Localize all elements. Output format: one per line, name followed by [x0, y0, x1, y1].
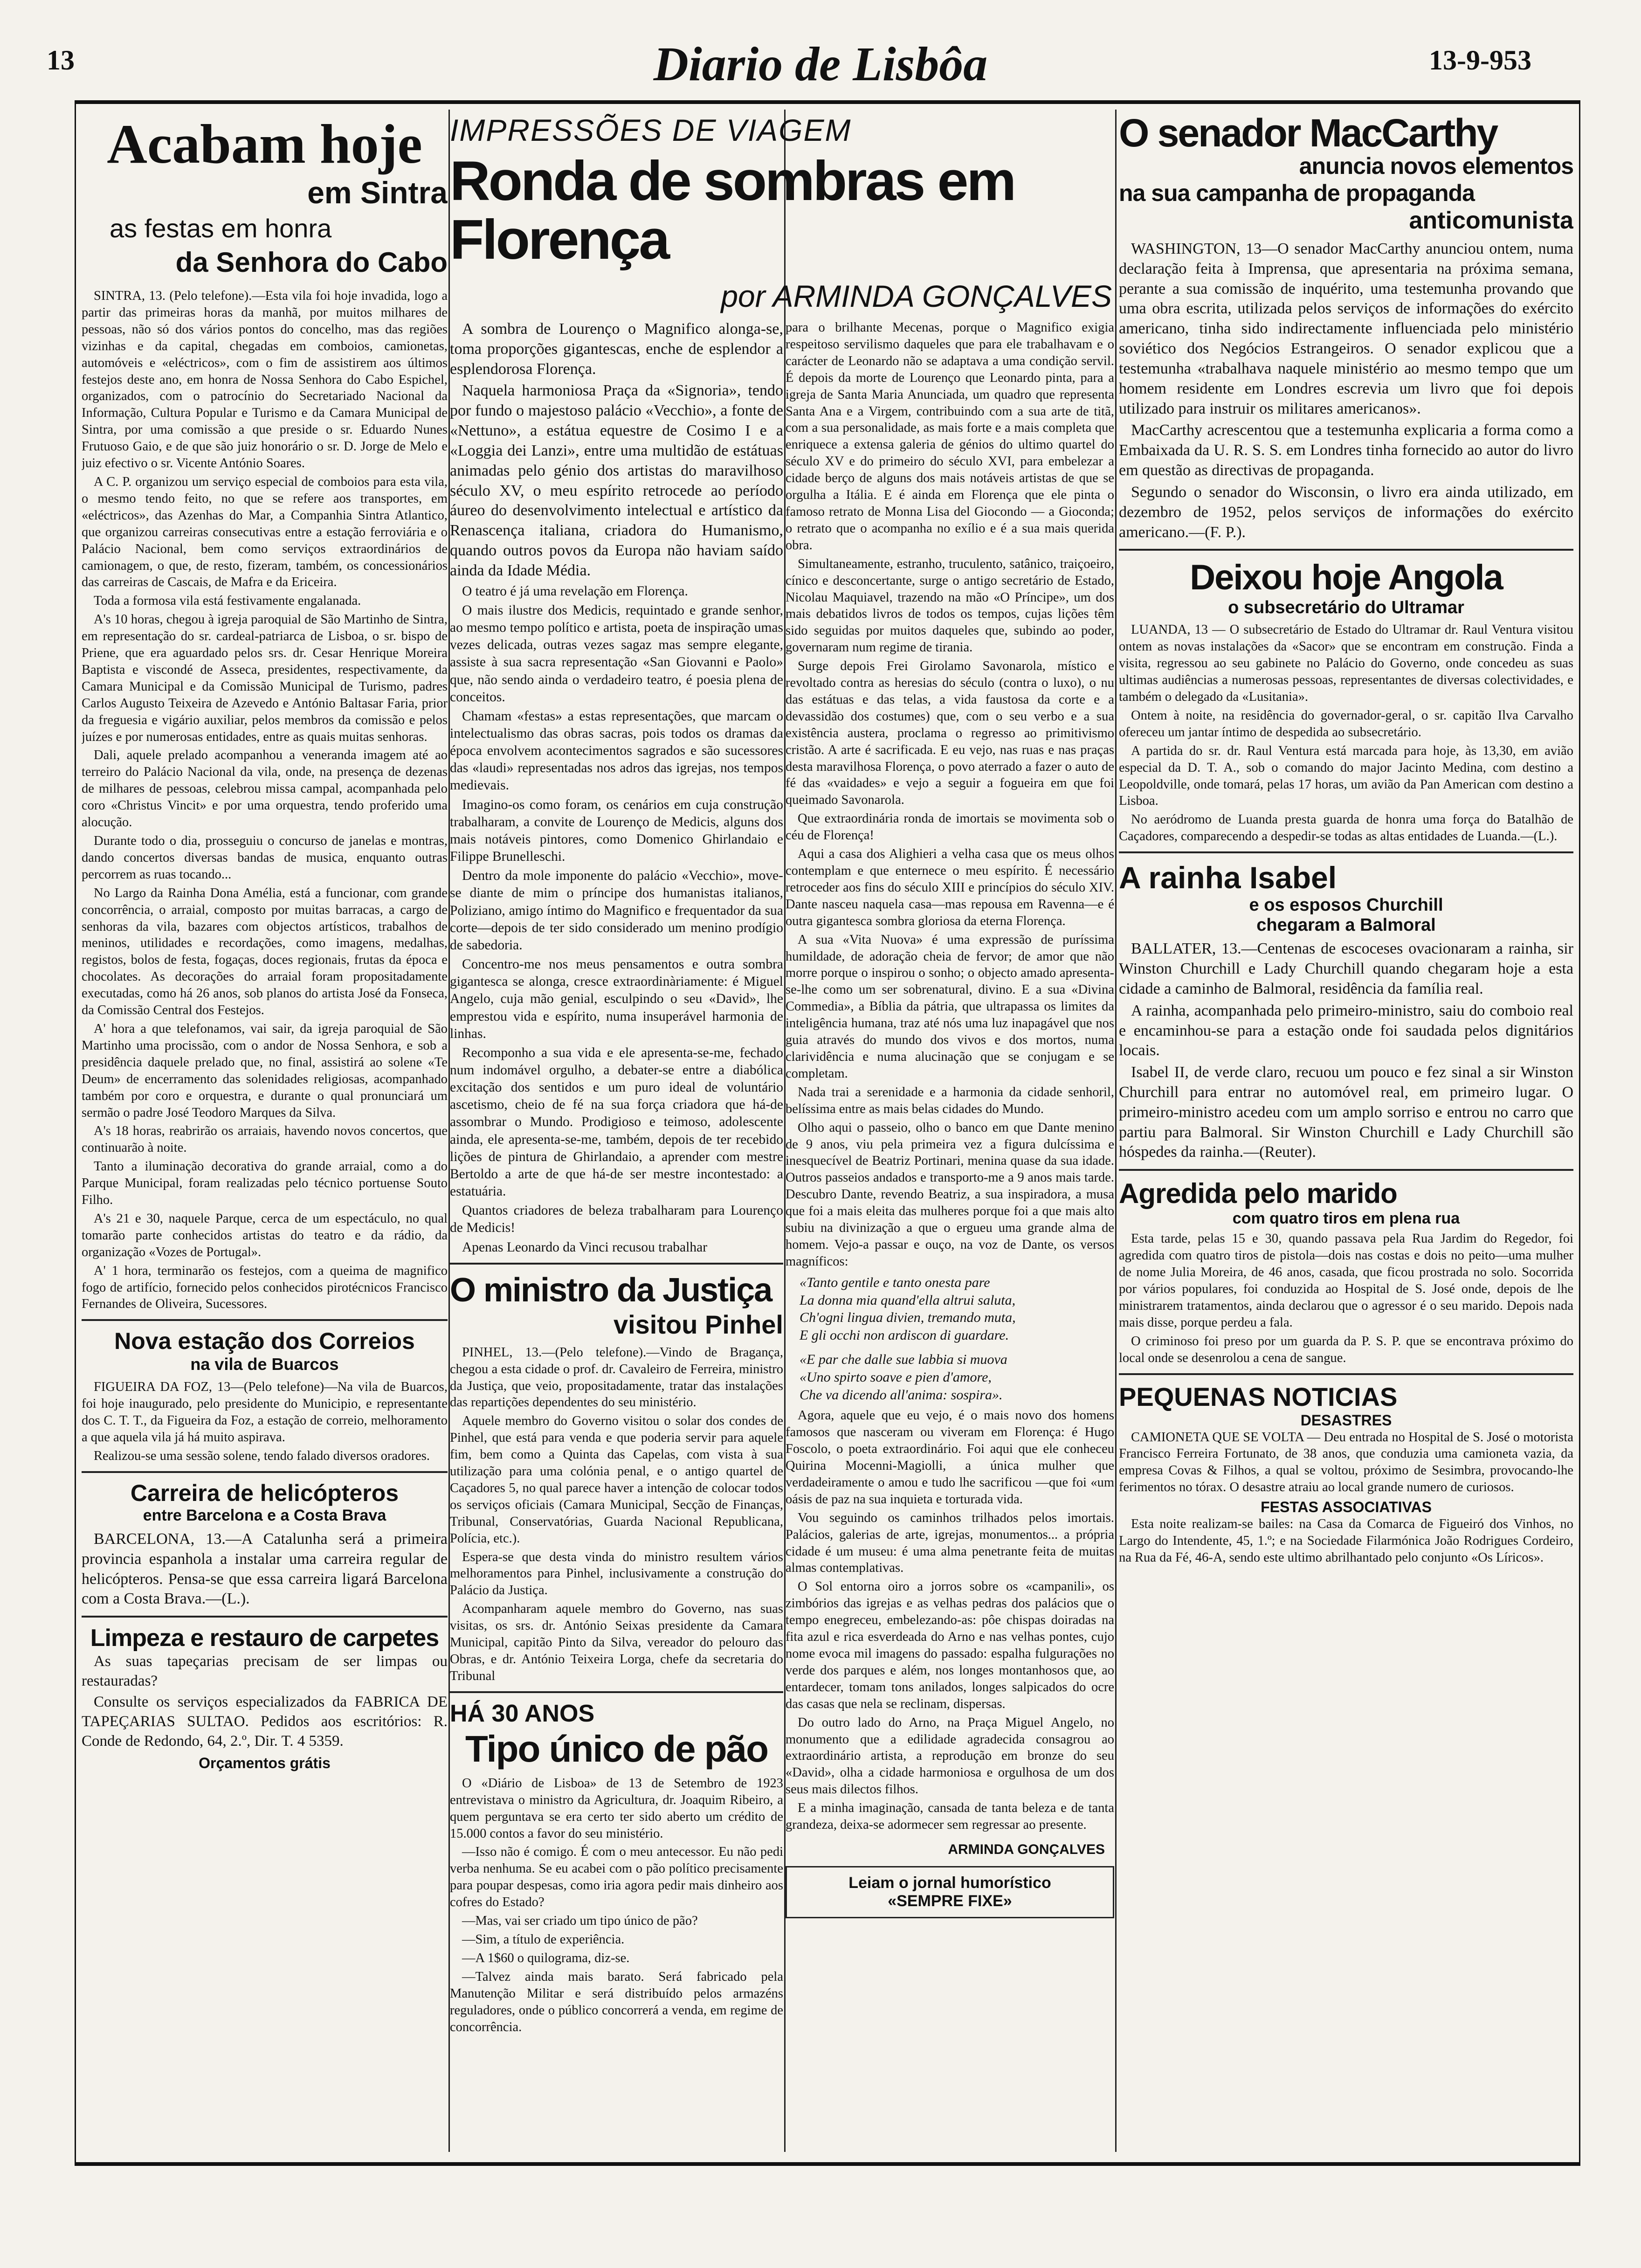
heli-headline: Carreira de helicópteros: [130, 1480, 399, 1506]
florenca-paragraph: Dentro da mole imponente do palácio «Vecchio», move-se diante de mim o príncipe dos humanistas italianos, Poliziano, amigo íntimo do Magnifico e frequentador da sua corte—depois de ter sido considerado um menino prodígio de sabedoria.: [450, 868, 783, 953]
angola-subheadline: o subsecretário do Ultramar: [1228, 598, 1464, 618]
poem-line: E gli occhi non ardiscon di guardare.: [800, 1328, 1009, 1343]
ministro-subheadline: visitou Pinhel: [613, 1309, 783, 1339]
sintra-paragraph: A' 1 hora, terminarão os festejos, com a queima de magnifico fogo de artifício, fornecido pelos conhecidos pirotécnicos Francisco Fernandes de Oliveira, Sucessores.: [82, 1263, 448, 1312]
ministro-paragraph: PINHEL, 13.—(Pelo telefone).—Vindo de Bragança, chegou a esta cidade o prof. dr. Cavaleiro de Ferreira, ministro da Justiça, que veio, propositadamente, tratar das instalações das repartições dependentes do seu ministério.: [450, 1345, 783, 1410]
sempre-fixe-box: [786, 1866, 1114, 1918]
festas-headline: FESTAS ASSOCIATIVAS: [1261, 1499, 1432, 1516]
ha30-kicker: HÁ 30 ANOS: [450, 1700, 595, 1727]
rainha-paragraph: Isabel II, de verde claro, recuou um pouco e fez sinal a sir Winston Churchill para entrar no automóvel real, em primeiro lugar. O primeiro-ministro acedeu com um amplo sorriso e entrou no carro que partiu para Balmoral. Sir Winston Churchill e Lady Churchill são hóspedes da rainha.—(Reuter).: [1119, 1064, 1573, 1161]
divider: [82, 1319, 448, 1321]
florenca-paragraph: Chamam «festas» a estas representações, que marcam o intelectualismo das obras sacras, pois todos os dramas da época envolvem acontecimentos sagrados e são sucessores das «laudi» representadas nos adros das igrejas, nos tempos medievais.: [450, 708, 783, 793]
florenca-paragraph: Imagino-os como foram, os cenários em cuja construção trabalharam, a convite de Lourenço de Medicis, alguns dos mais notáveis pintores, como Domenico Ghirlandaio e Filippe Brunelleschi.: [450, 797, 783, 864]
mccarthy-paragraph: Segundo o senador do Wisconsin, o livro era ainda utilizado, em dezembro de 1952, pelos serviços de informações do exército americano.—(F. P.).: [1119, 483, 1573, 541]
poem-line: «Uno spirto soave e pien d'amore,: [800, 1369, 992, 1385]
agredida-headline: Agredida pelo marido: [1119, 1178, 1397, 1210]
agredida-subheadline: com quatro tiros em plena rua: [1232, 1210, 1460, 1228]
ha30-paragraph: —Talvez ainda mais barato. Será fabricado pela Manutenção Militar e será distribuído pelos armazéns reguladores, onde o público concorrerá a venda, em regime de concorrência.: [450, 1969, 783, 2034]
heli-article: [82, 1480, 448, 1609]
divider: [1119, 851, 1573, 853]
florenca-paragraph: Olho aqui o passeio, olho o banco em que Dante menino de 9 anos, viu pela primeira vez a figura dulcíssima e inesquecível de Beatriz Portinari, menina quase da sua idade. Outros passeios andados e transporto-me a 9 anos mais tarde. Descubro Dante, revendo Beatriz, a sua inspiradora, a musa que foi a mais eleita das mulheres porque foi a que mais alto subiu na divinização a que o ergueu uma grande alma de homem. Vejo-a passar e ouço, na voz de Dante, os versos magníficos:: [786, 1120, 1114, 1269]
heli-paragraph: BARCELONA, 13.—A Catalunha será a primeira provincia espanhola a instalar uma carreira regular de helicópteros. Pensa-se que essa carreira ligará Barcelona com a Costa Brava.—(L.).: [82, 1530, 448, 1608]
florenca-paragraph: Surge depois Frei Girolamo Savonarola, místico e revoltado contra as heresias do século (contra o luxo), o nu das estátuas e das telas, a vida faustosa da corte e a devassidão dos costumes) que, com o seu verbo e a sua existência austera, proclama o regresso ao primitivismo cristão. A arte é sacrificada. E eu vejo, nas ruas e nas praças desta maravilhosa Florença, o povo aterrado a fazer o auto de fé das «vaidades» e vejo a seguir a fogueira em que foi queimado Savonarola.: [786, 659, 1114, 808]
mccarthy-headline: O senador MacCarthy: [1119, 111, 1497, 155]
sintra-paragraph: No Largo da Rainha Dona Amélia, está a funcionar, com grande concorrência, o arraial, composto por muitas barracas, a cargo de senhoras da vila, bazares com objectos artísticos, trabalhos de meninos, utilidades e recordações, como imagens, medalhas, registos, bolos de festa, fogaças, doces regionais, frutas da época e chocolates. As decorações do arraial foram propositadamente executadas, como há 26 anos, sob planos do artista José da Fonseca, da Comissão Central dos Festejos.: [82, 885, 448, 1018]
ad-headline: Limpeza e restauro de carpetes: [90, 1625, 439, 1652]
festas-paragraph: Esta noite realizam-se bailes: na Casa da Comarca de Figueiró dos Vinhos, no Largo do Intendente, 45, 1.º; e na Sociedade Filarmónica João Rodrigues Cordeiro, na Rua da Fé, 46-A, sendo este ultimo abrilhantado pelo conjunto «Os Líricos».: [1119, 1517, 1573, 1565]
florenca-paragraph: Recomponho a sua vida e ele apresenta-se-me, fechado num indomável orgulho, a debater-se entre a diabólica excitação dos sentidos e um puro ideal de voluntário ascetismo, cheio de fé na sua força criadora que há-de assombrar o Mundo. Prodigioso e teimoso, adolescente ainda, ele apresenta-se-me, também, depois de ter recebido lições de pintura de Ghirlandaio, a aprender com mestre Bertoldo a arte de que há-de ser mestre incontestado: a estatuária.: [450, 1045, 783, 1199]
ministro-paragraph: Espera-se que desta vinda do ministro resultem vários melhoramentos para Pinhel, inclusivamente a construção do Palácio da Justiça.: [450, 1549, 783, 1598]
column-florenca-2: [786, 319, 1114, 2152]
newspaper-title: Diario de Lisbôa: [653, 37, 988, 91]
poem-line: La donna mia quand'ella altrui saluta,: [800, 1292, 1016, 1308]
sintra-subheadline: em Sintra: [307, 175, 448, 210]
rainha-paragraph: BALLATER, 13.—Centenas de escoceses ovacionaram a rainha, sir Winston Churchill e Lady Churchill quando chegaram hoje a esta cidade a caminho de Balmoral, residência da família real.: [1119, 940, 1573, 997]
dante-poem: [800, 1274, 1114, 1404]
ha30-paragraph: —Sim, a título de experiência.: [462, 1932, 625, 1947]
masthead: [0, 0, 1641, 100]
florenca-paragraph: A sua «Vita Nuova» é uma expressão de puríssima humildade, de adoração cheia de fervor; de amor que não morre porque o inspirou o sonho; o objecto amado apresenta-se-lhe como um ser sobrenatural, divino. E a sua «Divina Commedia», a Bíblia da pátria, que ultrapassa os limites da inteligência humana, traz até nós uma luz inapagável que nos guia através do mundo dos vivos e dos mortos, numa clarividência e numa alucinação que se conjugam e se completam.: [786, 932, 1114, 1081]
poem-line: Ch'ogni lingua divien, tremando muta,: [800, 1310, 1016, 1326]
rainha-article: [1119, 860, 1573, 1162]
ad-footer: Orçamentos grátis: [199, 1755, 331, 1772]
correios-paragraph: FIGUEIRA DA FOZ, 13—(Pelo telefone)—Na vila de Buarcos, foi hoje inaugurado, pelo presidente do Municipio, e representante dos C. T. T., da Figueira da Foz, a estação de correio, melhoramento a que aquela vila já há muito aspirava.: [82, 1380, 448, 1445]
sintra-paragraph: A' hora a que telefonamos, vai sair, da igreja paroquial de São Martinho uma procissão, com o andor de Nossa Senhora, e sob a presidência daquele prelado que, no final, assistirá ao solene «Te Deum» de encerramento das solenidades religiosas, acompanhado também por coro e orquestra, e durante o qual pronunciará um sermão o padre José Teodoro Marques da Silva.: [82, 1021, 448, 1120]
florenca-paragraph: O teatro é já uma revelação em Florença.: [462, 583, 688, 599]
sintra-paragraph: SINTRA, 13. (Pelo telefone).—Esta vila foi hoje invadida, logo a partir das primeiras horas da manhã, por muitos milhares de pessoas, não só dos vários pontos do concelho, mas das regiões vizinhas e da capital, chegadas em comboios, camionetas, automóveis e «eléctricos», com o fim de assistirem aos últimos festejos deste ano, em honra de Nossa Senhora do Cabo Espichel, organizados, com o patrocínio do Secretariado Nacional da Informação, Cultura Popular e Turismo e da Camara Municipal de Sintra, por uma comissão a que preside o sr. Eduardo Nunes Frutuoso Gaio, e de que são juiz honorário o sr. D. Jorge de Melo e juiz efectivo o sr. Vicente António Soares.: [82, 289, 448, 471]
pequenas-noticias: [1119, 1382, 1573, 1566]
angola-paragraph: A partida do sr. dr. Raul Ventura está marcada para hoje, às 13,30, em avião especial da D. T. A., sob o comando do major Jacinto Medina, com destino a Leopoldville, onde tomará, pelas 17 horas, um avião da Pan American com destino a Lisboa.: [1119, 743, 1573, 809]
rainha-subheadline: e os esposos Churchill: [1249, 895, 1443, 915]
column-rule: [1115, 110, 1117, 2152]
florenca-paragraph: O Sol entorna oiro a jorros sobre os «campanili», os zimbórios das igrejas e as velhas pedras dos palácios que o tempo enegreceu, embelezando-as: pôe chispas doiradas na fita azul e rica esverdeada do Arno e nas velhas pontes, cujo nome evoca mil imagens do passado: espalha fulgurações no verde dos parques e além, nos longes montanhosos que, ao entardecer, tomam tons anilados, longes salpicados do ocre das casas que nela se reclinam, dispersas.: [786, 1579, 1114, 1711]
sempre-fixe-title: «SEMPRE FIXE»: [888, 1892, 1012, 1910]
ha30-article: [450, 1700, 783, 2036]
florenca-paragraph: Naquela harmoniosa Praça da «Signoria», tendo por fundo o majestoso palácio «Vecchio», a fonte de «Nettuno», a estátua equestre de Cosimo I e a «Loggia dei Lanzi», entre uma multidão de estátuas animadas pelo génio dos artistas do maravilhoso século XV, o meu espírito retrocede ao período áureo do desenvolvimento intelectual e artístico da Renascença italiana, criadora do Humanismo, quando outros povos da Europa não haviam saído ainda da Idade Média.: [450, 382, 783, 579]
correios-article: [82, 1328, 448, 1465]
angola-headline: Deixou hoje Angola: [1190, 558, 1503, 598]
florenca-paragraph: Nada trai a serenidade e a harmonia da cidade senhoril, belíssima entre as mais belas cidades do Mundo.: [786, 1085, 1114, 1116]
sempre-fixe-line: Leiam o jornal humorístico: [848, 1874, 1051, 1892]
divider: [450, 1263, 783, 1265]
florenca-paragraph: Concentro-me nos meus pensamentos e outra sombra gigantesca se alonga, cresce extraordinàriamente: é Miguel Angelo, cuja mão genial, esculpindo o seu «David», lhe emprestou vida e espírito, numa insuperável harmonia de linhas.: [450, 957, 783, 1041]
agredida-article: [1119, 1177, 1573, 1366]
florenca-paragraph: O mais ilustre dos Medicis, requintado e grande senhor, ao mesmo tempo político e artista, poeta de inspiração umas vezes delicada, outras vezes sagaz mas sempre elegante, assiste à sua sacra representação «San Giovanni e Paolo» que, não sendo ainda o verdadeiro teatro, é poesia plena de conceitos.: [450, 602, 783, 705]
poem-line: «E par che dalle sue labbia si muova: [800, 1351, 1007, 1367]
florenca-paragraph: E a minha imaginação, cansada de tanta beleza e de tanta grandeza, deixa-se adormecer sem regressar ao presente.: [786, 1801, 1114, 1832]
pequenas-headline: PEQUENAS NOTICIAS: [1119, 1382, 1398, 1411]
florenca-paragraph: para o brilhante Mecenas, porque o Magnifico exigia respeitoso servilismo daqueles que para ele trabalhavam e o carácter de Leonardo não se adaptava a uma condição servil. É depois da morte de Lourenço que Leonardo pinta, para a igreja de Santa Maria Anunciada, um quadro que representa Santa Ana e a Virgem, contribuindo com a sua arte de titã, com a sua personalidade, as mais forte e a mais completa que enriquece a extensa galeria de génios do ultimo quartel do século XV e do primeiro do século XVI, para embelezar a cidade berço de alguns dos mais notáveis artistas de que se orgulha a Itália. E é ainda em Florença que ele pinta o famoso retrato de Monna Lisa del Giocondo — a Gioconda; o retrato que o acompanha no exílio e é a sua mais querida obra.: [786, 320, 1114, 553]
agredida-paragraph: O criminoso foi preso por um guarda da P. S. P. que se encontrava próximo do local onde se desenrolou a cena de sangue.: [1119, 1334, 1573, 1365]
divider: [1119, 1169, 1573, 1171]
ministro-headline: O ministro da Justiça: [450, 1271, 772, 1309]
divider: [82, 1616, 448, 1618]
ha30-paragraph: —Mas, vai ser criado um tipo único de pão?: [462, 1914, 698, 1929]
ad-text: Consulte os serviços especializados da FABRICA DE TAPEÇARIAS SULTAO. Pedidos aos escritórios: R. Conde de Redondo, 64, 2.º, Dir. T. 4 5359.: [82, 1694, 448, 1749]
ministro-paragraph: Aquele membro do Governo visitou o solar dos condes de Pinhel, que está para venda e que poderia servir para aquele fim, bem como a Quinta das Capelas, com vista à sua utilização para uma colónia penal, e o antigo quartel de Caçadores 5, no qual parece haver a intenção de colocar todos os serviços oficiais (Camara Municipal, Secção de Finanças, Tribunal, Conservatórias, Guarda Nacional Republicana, Polícia, etc.).: [450, 1414, 783, 1546]
rainha-paragraph: A rainha, acompanhada pelo primeiro-ministro, saiu do comboio real e encaminhou-se para a estação onde foi saudada pelos dignitários locais.: [1119, 1002, 1573, 1059]
page-number: 13: [47, 45, 75, 76]
florenca-paragraph: Aqui a casa dos Alighieri a velha casa que os meus olhos contemplam e que enternece o meu espírito. É necessário retroceder aos fins do século XIII e princípios do século XIV. Dante nasceu naquela casa—mas repousa em Ravenna—e é outra gigantesca sombra gloriosa da eterna Florença.: [786, 847, 1114, 928]
pequenas-paragraph: CAMIONETA QUE SE VOLTA — Deu entrada no Hospital de S. José o motorista Francisco Ferreira Fortunato, de 38 anos, que conduzia uma camioneta vazia, da empresa Covas & Filhos, a qual se voltou, próximo de Sesimbra, provocando-lhe ferimentos no tórax. O desastre atraiu ao local grande numero de curiosos.: [1119, 1430, 1573, 1495]
poem-line: Che va dicendo all'anima: sospira».: [800, 1387, 1003, 1403]
correios-headline: Nova estação dos Correios: [114, 1328, 415, 1355]
florenca-paragraph: Vou seguindo os caminhos trilhados pelos imortais. Palácios, galerias de arte, igrejas, monumentos... a própria cidade é um museu: é uma alma penetrante feita de muitas almas contemplativas.: [786, 1510, 1114, 1576]
mccarthy-subheadline: anticomunista: [1409, 207, 1573, 234]
column-florenca-1: [450, 319, 783, 2152]
pequenas-subheadline: DESASTRES: [1300, 1411, 1392, 1429]
sintra-paragraph: A C. P. organizou um serviço especial de comboios para esta vila, o mesmo tendo feito, no que se refere aos transportes, em «eléctricos», das Azenhas do Mar, a Companhia Sintra Atlantico, que organizou carreiras consecutivas entre a estação ferroviária e o Palácio Nacional, bem como serviços extraordinários de camionagem, o que, de resto, fizeram, também, os concessionários das carreiras de Cascais, de Mafra e da Ericeira.: [82, 474, 448, 590]
ad-text: As suas tapeçarias precisam de ser limpas ou restauradas?: [82, 1653, 448, 1689]
sintra-paragraph: A's 21 e 30, naquele Parque, cerca de um espectáculo, no qual tomarão parte conhecidos artistas do teatro e da rádio, da organização «Vozes de Portugal».: [82, 1211, 448, 1259]
issue-date: 13-9-953: [1429, 45, 1531, 76]
florenca-headline: Ronda de sombras em Florença: [450, 150, 1015, 271]
mccarthy-subheadline: anuncia novos elementos: [1299, 153, 1573, 179]
mccarthy-paragraph: WASHINGTON, 13—O senador MacCarthy anunciou ontem, numa declaração feita à Imprensa, que apresentaria na próxima semana, perante a sua comissão de inquérito, uma testemunha provando que uma obra escrita, utilizada pelos serviços de informações do exército americano, tinha sido indirectamente influenciada pelo ministério soviético dos Negócios Estrangeiros. O senador explicou que a testemunha «trabalhava naquele ministério ao mesmo tempo que um homem residente em Londres escrevia um livro que foi depois utilizado para instruir os militares americanos».: [1119, 240, 1573, 417]
column-news: [1119, 110, 1573, 2152]
mccarthy-article: [1119, 113, 1573, 542]
florenca-paragraph: Agora, aquele que eu vejo, é o mais novo dos homens famosos que nasceram ou viveram em Florença: é Hugo Foscolo, o poeta extraordinário. Foi aqui que ele conheceu Quirina Mocenni-Magiolli, a única mulher que verdadeiramente o amou e tudo lhe sacrificou —que foi «um oásis de paz na sua inquieta e torturada vida.: [786, 1408, 1114, 1507]
correios-subheadline: na vila de Buarcos: [190, 1355, 339, 1374]
carpetes-ad: [82, 1624, 448, 1772]
sintra-subheadline-2: as festas em honra: [110, 214, 332, 243]
divider: [1119, 549, 1573, 551]
florenca-paragraph: Do outro lado do Arno, na Praça Miguel Angelo, no monumento que a edilidade agradecida consagrou ao extraordinário artista, a reprodução em bronze do seu «David», olha a cidade harmoniosa e orgulhosa de um dos seus mais dilectos filhos.: [786, 1715, 1114, 1797]
ha30-paragraph: O «Diário de Lisboa» de 13 de Setembro de 1923 entrevistava o ministro da Agricultura, dr. Joaquim Ribeiro, a quem perguntava se era certo ter sido aberto um crédito de 15.000 contos a favor do seu ministério.: [450, 1776, 783, 1841]
column-sintra: [82, 110, 448, 2152]
correios-paragraph: Realizou-se uma sessão solene, tendo falado diversos oradores.: [94, 1449, 430, 1463]
mccarthy-paragraph: MacCarthy acrescentou que a testemunha explicaria a forma como a Embaixada da U. R. S. S. em Londres tinha fornecido ao autor do livro em questão as directivas de propaganda.: [1119, 422, 1573, 479]
florenca-paragraph: Simultaneamente, estranho, truculento, satânico, traiçoeiro, cínico e desconcertante, surge o antigo secretário de Estado, Nicolau Maquiavel, trazendo na mão «O Príncipe», um dos mais debatidos livros de todos os tempos, cujas lições têm sido seguidas por muitos daqueles que, subindo ao poder, governaram num regime de tirania.: [786, 556, 1114, 655]
sintra-article: [82, 113, 448, 1313]
angola-paragraph: No aeródromo de Luanda presta guarda de honra uma força do Batalhão de Caçadores, comparecendo a despedir-se todas as altas entidades de Luanda.—(L.).: [1119, 812, 1573, 844]
florenca-byline: por ARMINDA GONÇALVES: [721, 279, 1112, 313]
agredida-paragraph: Esta tarde, pelas 15 e 30, quando passava pela Rua Jardim do Regedor, foi agredida com quatro tiros de pistola—dois nas costas e dois no peito—uma mulher de nome Julia Moreira, de 46 anos, casada, que ficou prostrada no solo. Socorrida por vários populares, foi conduzida ao Hospital de S. José onde, depois de lhe ministrarem tratamentos, ainda declarou que o agressor é o seu marido. Depois nada mais disse, porque perdeu a fala.: [1119, 1231, 1573, 1330]
ministro-article: [450, 1271, 783, 1685]
rainha-headline: A rainha Isabel: [1119, 860, 1337, 895]
mccarthy-subheadline: na sua campanha de propaganda: [1119, 180, 1475, 206]
divider: [82, 1471, 448, 1473]
divider: [1119, 1373, 1573, 1375]
sintra-paragraph: A's 18 horas, reabrirão os arraiais, havendo novos concertos, que continuarão à noite.: [82, 1124, 448, 1155]
sintra-paragraph: Tanto a iluminação decorativa do grande arraial, como a do Parque Municipal, foram realizadas pelo técnico portuense Souto Filho.: [82, 1159, 448, 1208]
rainha-subheadline: chegaram a Balmoral: [1256, 915, 1436, 935]
florenca-paragraph: Quantos criadores de beleza trabalharam para Lourenço de Medicis!: [450, 1203, 783, 1236]
poem-line: «Tanto gentile e tanto onesta pare: [800, 1274, 990, 1290]
heli-subheadline: entre Barcelona e a Costa Brava: [143, 1506, 386, 1524]
sintra-subheadline-3: da Senhora do Cabo: [175, 247, 448, 278]
ha30-headline: Tipo único de pão: [465, 1728, 768, 1770]
ha30-paragraph: —Isso não é comigo. É com o meu antecessor. Eu não pedi verba nenhuma. Se eu acabei com o pão político precisamente para poupar despesas, como iria agora pedir mais dinheiro aos cofres do Estado?: [450, 1845, 783, 1910]
sintra-headline: Acabam hoje: [107, 113, 422, 175]
florenca-paragraph: Que extraordinária ronda de imortais se movimenta sob o céu de Florença!: [786, 811, 1114, 843]
sintra-paragraph: Durante todo o dia, prosseguiu o concurso de janelas e montras, dando concertos diversas bandas de musica, enquanto outras percorrem as ruas tocando...: [82, 834, 448, 882]
sintra-paragraph: Toda a formosa vila está festivamente engalanada.: [94, 594, 361, 608]
article-signature: ARMINDA GONÇALVES: [948, 1841, 1105, 1857]
sintra-paragraph: A's 10 horas, chegou à igreja paroquial de São Martinho de Sintra, em representação do sr. cardeal-patriarca de Lisboa, o sr. bispo de Priene, que era aguardado pelos srs. dr. Cesar Henrique Moreira Baptista e viscondé de Asseca, presidentes, respectivamente, da Camara Municipal e da Comissão Municipal de Turismo, padres Carlos Augusto Teixeira de Azevedo e António Baltasar Faria, prior da freguesia e vigário auxiliar, pelos membros da comissão e pelos juízes e por numerosas entidades, entre as quais muitas senhoras.: [82, 612, 448, 744]
florenca-paragraph: A sombra de Lourenço o Magnifico alonga-se, toma proporções gigantescas, enche de esplendor a esplendorosa Florença.: [450, 320, 783, 378]
angola-article: [1119, 557, 1573, 845]
angola-paragraph: Ontem à noite, na residência do governador-geral, o sr. capitão Ilva Carvalho ofereceu um jantar íntimo de despedida ao subsecretário.: [1119, 708, 1573, 740]
angola-paragraph: LUANDA, 13 — O subsecretário de Estado do Ultramar dr. Raul Ventura visitou ontem as novas instalações da «Sacor» que se encontram em construção. Finda a visita, regressou ao seu gabinete no Palácio do Governo, onde concedeu as suas ultimas audiências a numerosas pessoas, representantes de diversas colectividades, e também o delegado da «Lusitania».: [1119, 622, 1573, 705]
florenca-kicker: IMPRESSÕES DE VIAGEM: [450, 113, 852, 147]
divider: [450, 1691, 783, 1693]
ministro-paragraph: Acompanharam aquele membro do Governo, nas suas visitas, os srs. dr. António Seixas presidente da Camara Municipal, capitão Pinto da Silva, vereador do pelouro das Obras, e dr. António Teixeira Lorga, chefe da secretaria do Tribunal: [450, 1602, 783, 1683]
ha30-paragraph: —A 1$60 o quilograma, diz-se.: [462, 1950, 630, 1965]
florenca-paragraph: Apenas Leonardo da Vinci recusou trabalhar: [462, 1239, 708, 1255]
sintra-paragraph: Dali, aquele prelado acompanhou a veneranda imagem até ao terreiro do Palácio Nacional da vila, onde, na presença de dezenas de milhares de pessoas, celebrou missa campal, acompanhada pelo coro «Christus Vincit» e por uma orquestra, tendo proferido uma alocução.: [82, 748, 448, 830]
